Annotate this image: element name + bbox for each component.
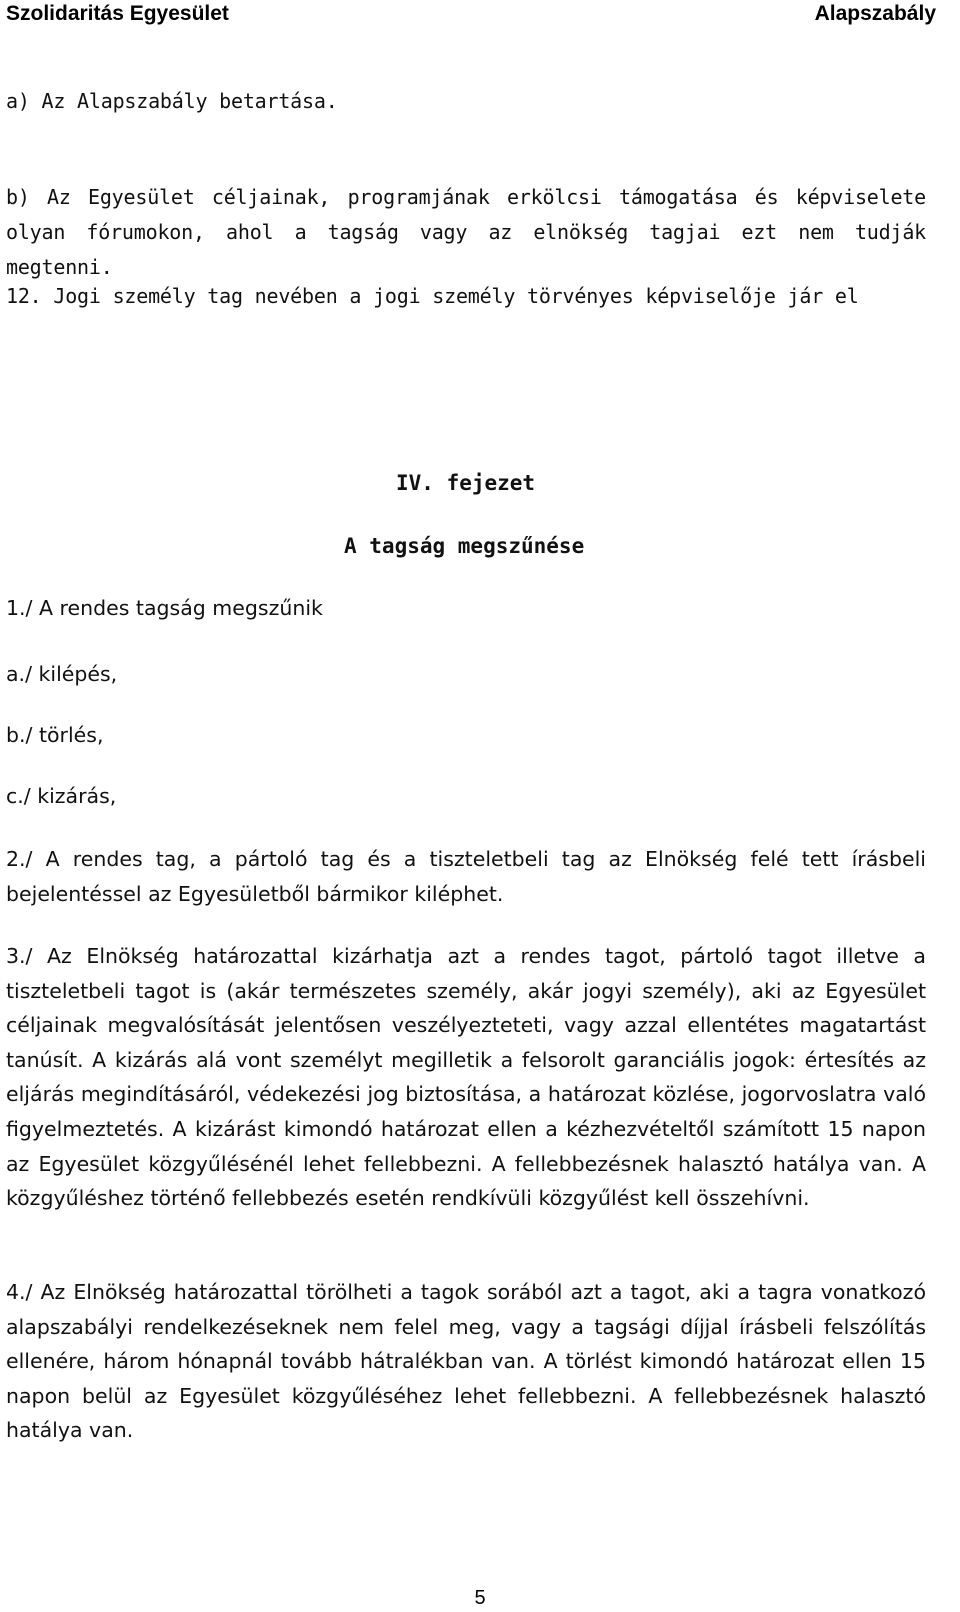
list-item-torles: b./ törlés,: [6, 723, 104, 747]
section-4: 4./ Az Elnökség határozattal törölheti a tagok sorából azt a tagot, aki a tagra vonatkozó alapszabályi rendelkezéseknek nem felel meg, vagy a tagsági díjjal írásbeli felszólítás ellenére, három hónapnál tovább hátralékban van. A törlést kimondó határozat ellen 15 napon belül az Egyesület közgyűléséhez lehet fellebbezni. A fellebbezésnek halasztó hatálya van.: [6, 1280, 926, 1443]
chapter-number: IV. fejezet: [396, 471, 536, 495]
organization-name: Szolidaritás Egyesület: [6, 2, 229, 25]
item-b: b) Az Egyesület céljainak, programjának erkölcsi támogatása és képviselete olyan fórumokon, ahol a tagság vagy az elnökség tagjai ezt nem tudják megtenni.: [6, 185, 926, 279]
section-2: 2./ A rendes tag, a pártoló tag és a tiszteletbeli tag az Elnökség felé tett írásbeli bejelentéssel az Egyesületből bármikor kiléphet.: [6, 847, 926, 906]
item-12: 12. Jogi személy tag nevében a jogi személy törvényes képviselője jár el: [6, 284, 859, 308]
section-1-intro: 1./ A rendes tagság megszűnik: [6, 596, 323, 620]
chapter-title: A tagság megszűnése: [344, 534, 585, 558]
list-item-kizaras: c./ kizárás,: [6, 784, 117, 808]
page-number: 5: [474, 1587, 486, 1609]
document-title: Alapszabály: [814, 2, 936, 25]
list-item-kilepes: a./ kilépés,: [6, 662, 118, 686]
section-3: 3./ Az Elnökség határozattal kizárhatja azt a rendes tagot, pártoló tagot illetve a tiszteletbeli tagot is (akár természetes személy, akár jogyi személy), aki az Egyesület céljainak megvalósítását jelentősen veszélyezteteti, vagy azzal ellentétes magatartást tanúsít. A kizárás alá vont személyt megilletik a felsorolt garanciális jogok: értesítés az eljárás megindításáról, védekezési jog biztosítása, a határozat közlése, jogorvoslatra való figyelmeztetés. A kizárást kimondó határozat ellen a kézhezvételtől számított 15 napon az Egyesület közgyűlésénél lehet fellebbezni. A fellebbezésnek halasztó hatálya van. A közgyűléshez történő fellebbezés esetén rendkívüli közgyűlést kell összehívni.: [6, 944, 926, 1211]
page-header: [6, 0, 936, 30]
item-a: a) Az Alapszabály betartása.: [6, 89, 338, 113]
